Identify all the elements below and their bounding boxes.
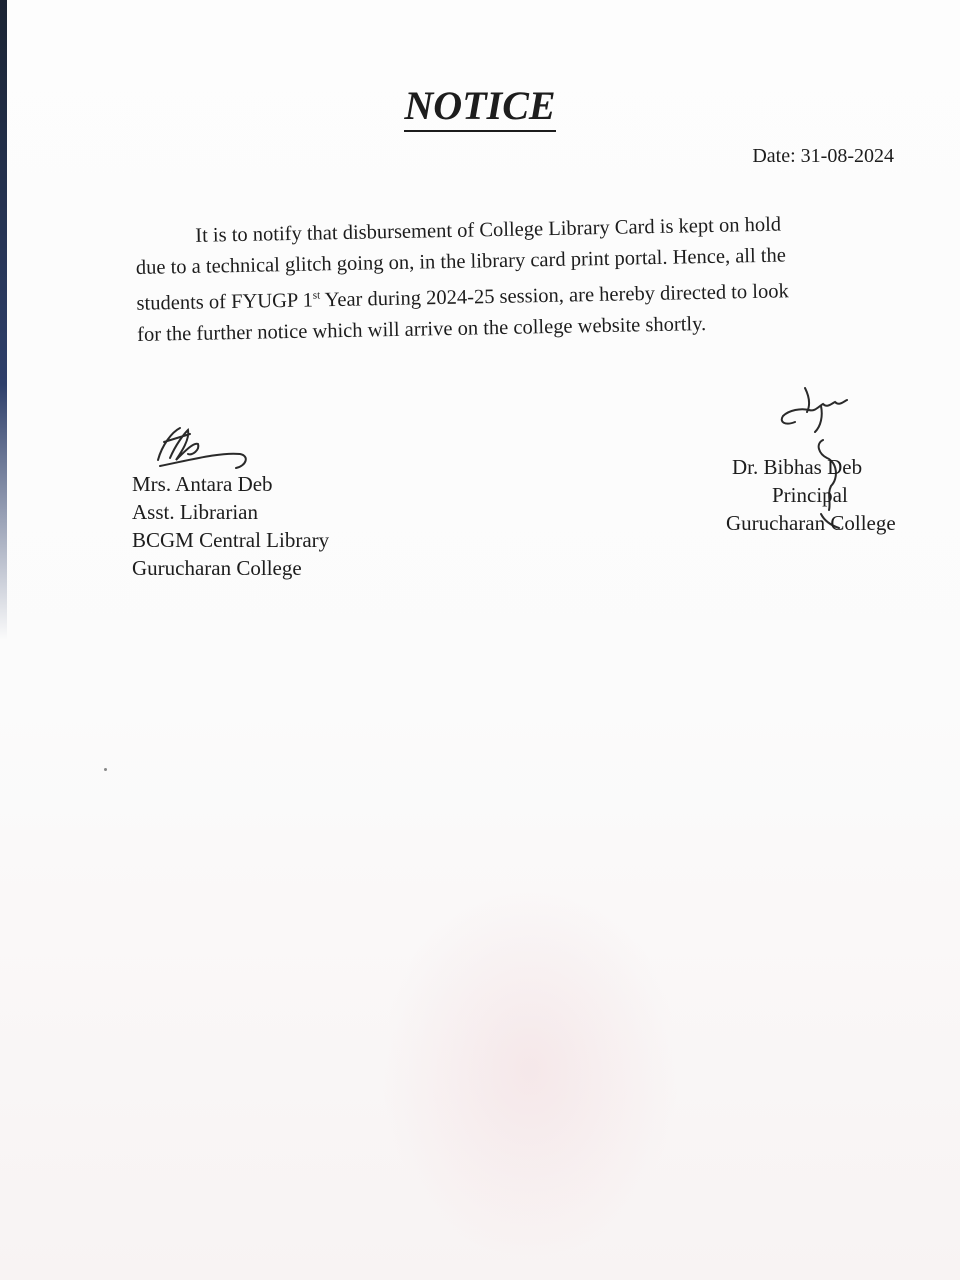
librarian-designation: Asst. Librarian [132, 500, 258, 524]
librarian-institution: Gurucharan College [132, 556, 302, 580]
librarian-signatory-block [132, 470, 329, 582]
notice-date: Date: 31-08-2024 [752, 145, 894, 167]
principal-designation: Principal [772, 483, 848, 507]
paper-tint [380, 880, 680, 1260]
paper-speck [104, 768, 107, 771]
librarian-signature-stroke [158, 428, 246, 468]
notice-body [135, 207, 907, 351]
body-line-3-start: students of FYUGP 1 [136, 289, 314, 315]
body-line-2: due to a technical glitch going on, in the library card print portal. Hence, all the [135, 244, 787, 279]
librarian-name: Mrs. Antara Deb [132, 472, 273, 496]
body-line-4: for the further notice which will arrive on the college website shortly. [136, 312, 707, 346]
body-line-1: It is to notify that disbursement of College Library Card is kept on hold [195, 213, 782, 247]
librarian-signature [150, 420, 260, 475]
principal-signatory-block [726, 453, 896, 537]
principal-name: Dr. Bibhas Deb [732, 455, 863, 479]
notice-title-text: NOTICE [404, 83, 555, 132]
ordinal-suffix: st [312, 289, 321, 302]
notice-title [0, 82, 960, 129]
principal-institution: Gurucharan College [726, 511, 896, 535]
body-line-3-end: Year during 2024-25 session, are hereby directed to look [320, 280, 789, 312]
librarian-department: BCGM Central Library [132, 528, 330, 552]
